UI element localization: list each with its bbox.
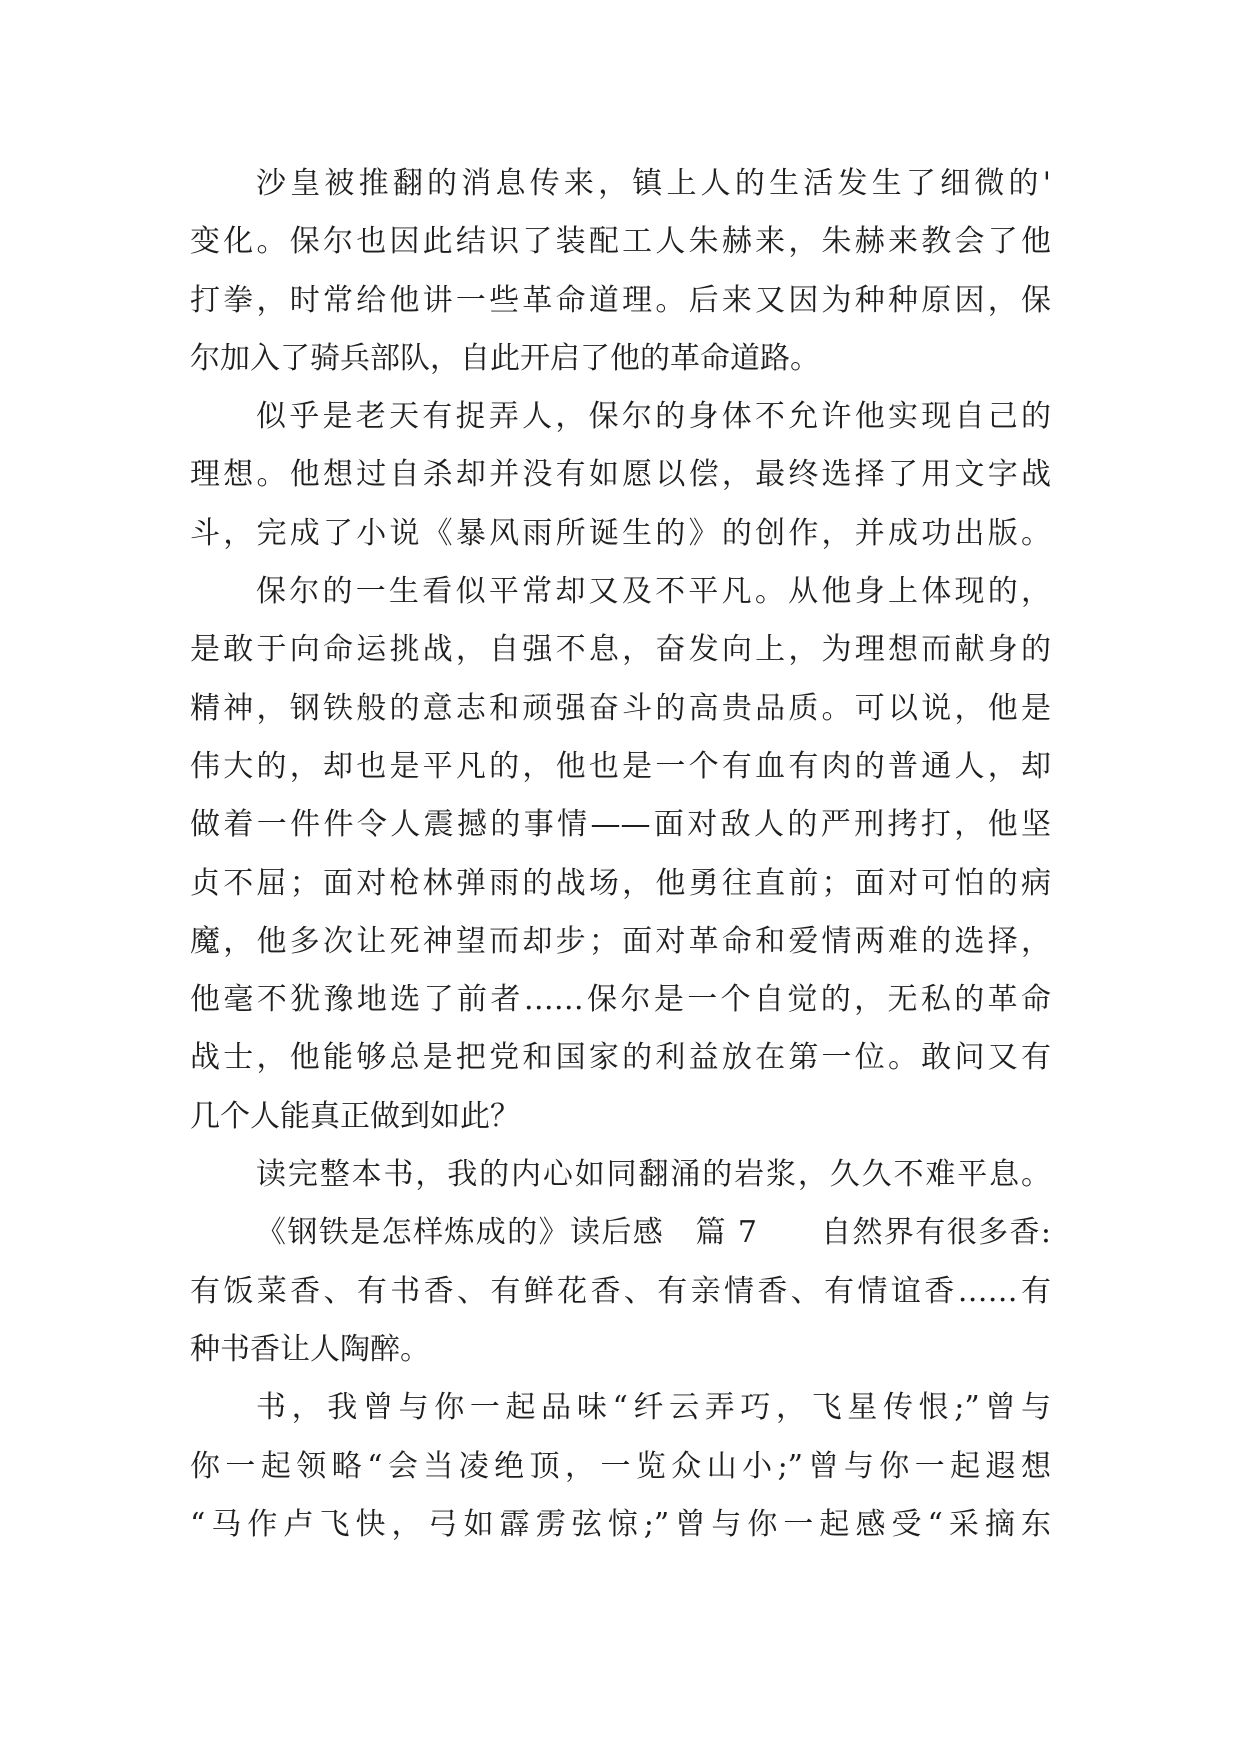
paragraph (190, 1204, 1051, 1379)
text-line: 理想。他想过自杀却并没有如愿以偿，最终选择了用文字战 (190, 457, 1051, 493)
text-line: 精神，钢铁般的意志和顽强奋斗的高贵品质。可以说，他是 (190, 690, 1051, 726)
paragraph (190, 563, 1051, 1146)
text-line: 做着一件件令人震撼的事情——面对敌人的严刑拷打，他坚 (190, 807, 1051, 843)
paragraph (190, 388, 1051, 563)
text-line: 几个人能真正做到如此？ (190, 1098, 520, 1134)
text-line: 你一起领略“会当凌绝顶，一览众山小;”曾与你一起遐想 (190, 1448, 1051, 1484)
text-line: 是敢于向命运挑战，自强不息，奋发向上，为理想而献身的 (190, 632, 1051, 668)
paragraph (190, 1146, 1051, 1204)
text-line: 他毫不犹豫地选了前者……保尔是一个自觉的，无私的革命 (190, 982, 1051, 1018)
text-line: 保尔的一生看似平常却又及不平凡。从他身上体现的， (256, 574, 1051, 610)
text-line: 沙皇被推翻的消息传来，镇上人的生活发生了细微的' (256, 166, 1051, 201)
text-line: 尔加入了骑兵部队，自此开启了他的革命道路。 (190, 340, 820, 376)
essay-heading-line: 《钢铁是怎样炼成的》读后感 篇 7 自然界有很多香: (256, 1215, 1051, 1251)
text-line: 种书香让人陶醉。 (190, 1331, 430, 1367)
text-line: 伟大的，却也是平凡的，他也是一个有血有肉的普通人，却 (190, 748, 1051, 784)
text-line: 魔，他多次让死神望而却步；面对革命和爱情两难的选择， (190, 923, 1051, 959)
text-line: 似乎是老天有捉弄人，保尔的身体不允许他实现自己的 (256, 399, 1051, 435)
paragraph (190, 155, 1051, 388)
text-line: 战士，他能够总是把党和国家的利益放在第一位。敢问又有 (190, 1040, 1051, 1076)
text-line: “马作卢飞快，弓如霹雳弦惊;”曾与你一起感受“采摘东 (190, 1506, 1051, 1542)
text-line: 打拳，时常给他讲一些革命道理。后来又因为种种原因，保 (190, 282, 1051, 318)
text-line: 贞不屈；面对枪林弹雨的战场，他勇往直前；面对可怕的病 (190, 865, 1051, 901)
text-line: 斗，完成了小说《暴风雨所诞生的》的创作，并成功出版。 (190, 515, 1051, 551)
text-line: 有饭菜香、有书香、有鲜花香、有亲情香、有情谊香……有 (190, 1273, 1051, 1309)
text-line: 变化。保尔也因此结识了装配工人朱赫来，朱赫来教会了他 (190, 224, 1051, 260)
text-line: 书，我曾与你一起品味“纤云弄巧，飞星传恨;”曾与 (256, 1390, 1051, 1426)
paragraph (190, 1379, 1051, 1554)
text-line: 读完整本书，我的内心如同翻涌的岩浆，久久不难平息。 (256, 1157, 1051, 1193)
body-text (190, 155, 1051, 1554)
